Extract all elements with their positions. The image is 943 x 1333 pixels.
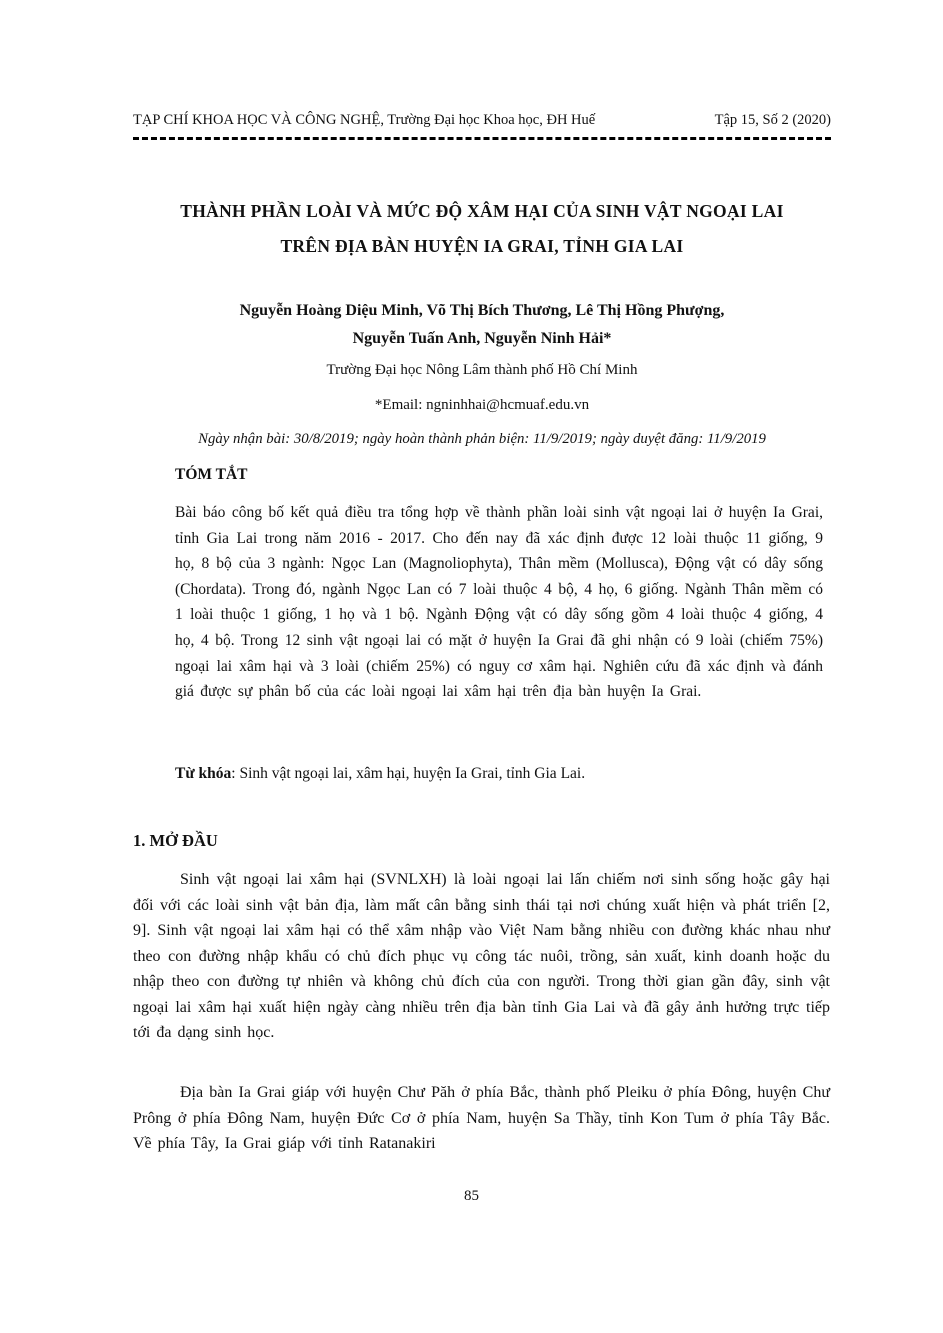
keywords-label: Từ khóa [175, 765, 232, 782]
abstract-heading: TÓM TẮT [175, 466, 248, 483]
affiliation: Trường Đại học Nông Lâm thành phố Hồ Chí Minh [326, 362, 638, 378]
journal-issue: Tập 15, Số 2 (2020) [714, 112, 831, 128]
paper-title [133, 194, 831, 264]
intro-paragraph-1: Sinh vật ngoại lai xâm hại (SVNLXH) là loài ngoại lai lấn chiếm nơi sinh sống hoặc gây hại đối với các loài sinh vật bản địa, làm mất cân bằng sinh thái tại nơi chúng xuất hiện và phát triển [2, 9]. Sinh vật ngoại lai xâm hại có thể xâm nhập vào Việt Nam bằng nhiều con đường khác nhau như theo con đường nhập khẩu có chủ đích phục vụ công tác nuôi, trồng, sản xuất, kinh doanh hoặc du nhập theo con đường tự nhiên và không chủ đích của con người. Trong thời gian gần đây, sinh vật ngoại lai xâm hại xuất hiện ngày càng nhiều trên địa bàn tỉnh Gia Lai và đã gây ảnh hưởng trực tiếp tới đa dạng sinh học. [133, 871, 830, 1041]
abstract-body: Bài báo công bố kết quả điều tra tổng hợp về thành phần loài sinh vật ngoại lai ở huyện Ia Grai, tỉnh Gia Lai trong năm 2016 - 2017. Cho đến nay đã xác định được 12 loài thuộc 11 giống, 9 họ, 8 bộ của 3 ngành: Ngọc Lan (Magnoliophyta), Thân mềm (Mollusca), Động vật có dây sống (Chordata). Trong đó, ngành Ngọc Lan có 7 loài thuộc 4 bộ, 4 họ, 6 giống. Ngành Thân mềm có 1 loài thuộc 1 giống, 1 họ và 1 bộ. Ngành Động vật có dây sống gồm 4 loài thuộc 4 giống, 4 họ, 4 bộ. Trong 12 sinh vật ngoại lai có mặt ở huyện Ia Grai đã ghi nhận có 9 loài (chiếm 75%) ngoại lai xâm hại và 3 loài (chiếm 25%) có nguy cơ xâm hại. Nghiên cứu đã xác định và đánh giá được sự phân bố của các loài ngoại lai xâm hại trên địa bàn huyện Ia Grai. [175, 504, 823, 701]
submission-dates: Ngày nhận bài: 30/8/2019; ngày hoàn thành phản biện: 11/9/2019; ngày duyệt đăng: 11/9/2019 [198, 431, 766, 447]
journal-name: TẠP CHÍ KHOA HỌC VÀ CÔNG NGHỆ, Trường Đại học Khoa học, ĐH Huế [133, 112, 596, 128]
keywords-line [175, 765, 823, 783]
journal-header [133, 112, 831, 140]
page-number: 85 [464, 1188, 479, 1204]
author-list-line1: Nguyễn Hoàng Diệu Minh, Võ Thị Bích Thương, Lê Thị Hồng Phượng, [239, 302, 725, 319]
paper-title-line1: THÀNH PHẦN LOÀI VÀ MỨC ĐỘ XÂM HẠI CỦA SINH VẬT NGOẠI LAI [180, 201, 784, 221]
corresponding-email: *Email: ngninhhai@hcmuaf.edu.vn [374, 397, 590, 413]
author-list-line2: Nguyễn Tuấn Anh, Nguyễn Ninh Hải* [352, 330, 612, 347]
paper-title-line2: TRÊN ĐỊA BÀN HUYỆN IA GRAI, TỈNH GIA LAI [280, 236, 684, 256]
intro-paragraph-2: Địa bàn Ia Grai giáp với huyện Chư Păh ở phía Bắc, thành phố Pleiku ở phía Đông, huyện Chư Prông ở phía Đông Nam, huyện Đức Cơ ở phía Nam, huyện Sa Thầy, tỉnh Kon Tum ở phía Tây Bắc. Về phía Tây, Ia Grai giáp với tỉnh Ratanakiri [133, 1084, 830, 1152]
section-1-heading: 1. MỞ ĐẦU [133, 831, 218, 850]
author-list [133, 297, 831, 353]
keywords-text: : Sinh vật ngoại lai, xâm hại, huyện Ia Grai, tỉnh Gia Lai. [231, 765, 586, 782]
